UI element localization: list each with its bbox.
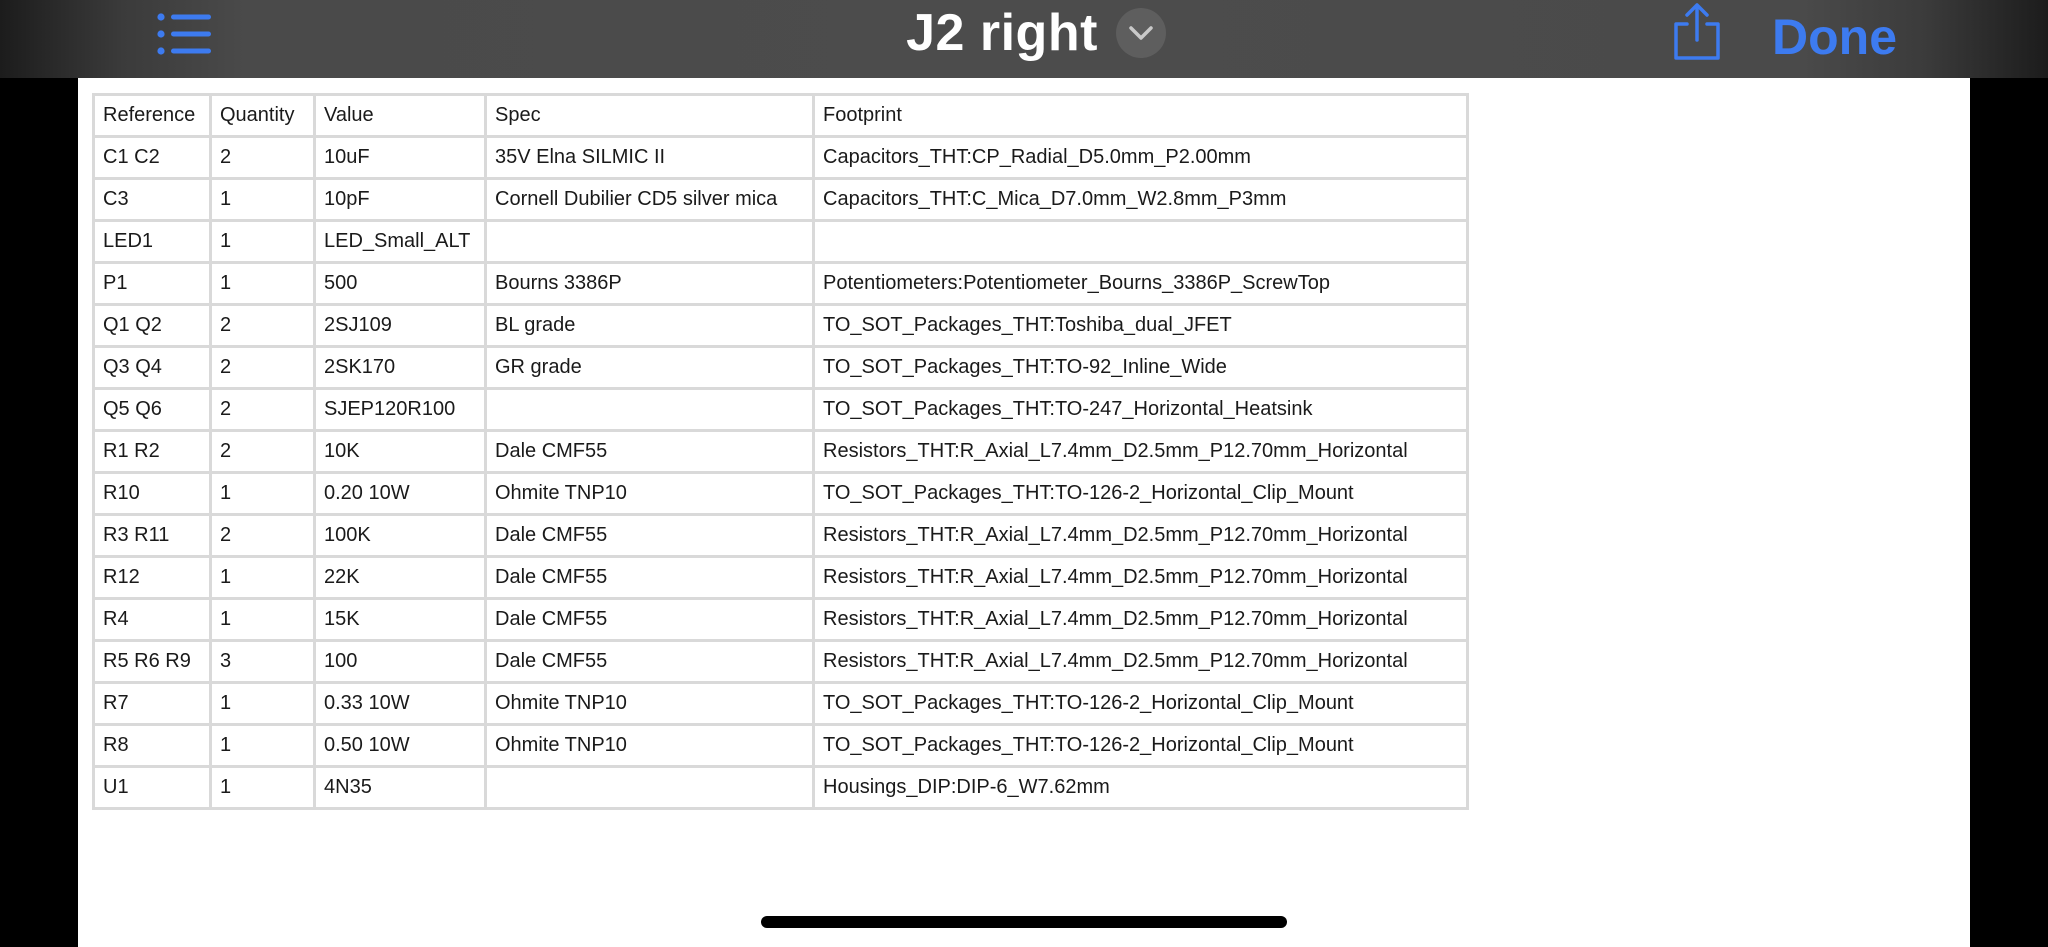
cell-reference: Q3 Q4 xyxy=(94,347,211,389)
cell-footprint: Potentiometers:Potentiometer_Bourns_3386P_ScrewTop xyxy=(814,263,1468,305)
cell-value: 22K xyxy=(315,557,486,599)
cell-quantity: 1 xyxy=(211,179,315,221)
table-row xyxy=(94,431,1468,473)
cell-footprint: Resistors_THT:R_Axial_L7.4mm_D2.5mm_P12.70mm_Horizontal xyxy=(814,599,1468,641)
cell-spec xyxy=(486,221,814,263)
bom-table xyxy=(92,93,1469,810)
column-header-footprint: Footprint xyxy=(814,95,1468,137)
home-indicator[interactable] xyxy=(761,916,1287,928)
toolbar xyxy=(0,0,2048,78)
table-row xyxy=(94,305,1468,347)
table-row xyxy=(94,767,1468,809)
cell-spec: Dale CMF55 xyxy=(486,431,814,473)
cell-quantity: 2 xyxy=(211,389,315,431)
cell-value: 2SJ109 xyxy=(315,305,486,347)
title-area xyxy=(0,0,2048,66)
bom-table-body xyxy=(94,95,1468,809)
cell-spec: Bourns 3386P xyxy=(486,263,814,305)
cell-spec: Dale CMF55 xyxy=(486,641,814,683)
cell-spec: Cornell Dubilier CD5 silver mica xyxy=(486,179,814,221)
share-icon[interactable] xyxy=(1672,2,1722,62)
column-header-value: Value xyxy=(315,95,486,137)
cell-footprint: Resistors_THT:R_Axial_L7.4mm_D2.5mm_P12.70mm_Horizontal xyxy=(814,431,1468,473)
table-row xyxy=(94,599,1468,641)
table-row xyxy=(94,641,1468,683)
cell-value: 0.33 10W xyxy=(315,683,486,725)
cell-quantity: 2 xyxy=(211,515,315,557)
table-row xyxy=(94,389,1468,431)
cell-spec xyxy=(486,767,814,809)
cell-footprint xyxy=(814,221,1468,263)
cell-quantity: 1 xyxy=(211,221,315,263)
cell-value: 15K xyxy=(315,599,486,641)
cell-footprint: TO_SOT_Packages_THT:TO-92_Inline_Wide xyxy=(814,347,1468,389)
cell-value: 0.20 10W xyxy=(315,473,486,515)
title-group[interactable] xyxy=(906,3,1166,63)
cell-reference: R8 xyxy=(94,725,211,767)
cell-quantity: 2 xyxy=(211,347,315,389)
cell-footprint: TO_SOT_Packages_THT:TO-126-2_Horizontal_Clip_Mount xyxy=(814,683,1468,725)
column-header-reference: Reference xyxy=(94,95,211,137)
cell-value: 100K xyxy=(315,515,486,557)
cell-quantity: 1 xyxy=(211,683,315,725)
cell-value: 10K xyxy=(315,431,486,473)
cell-value: LED_Small_ALT xyxy=(315,221,486,263)
cell-value: SJEP120R100 xyxy=(315,389,486,431)
cell-footprint: Capacitors_THT:CP_Radial_D5.0mm_P2.00mm xyxy=(814,137,1468,179)
table-row xyxy=(94,179,1468,221)
cell-spec: 35V Elna SILMIC II xyxy=(486,137,814,179)
cell-footprint: Resistors_THT:R_Axial_L7.4mm_D2.5mm_P12.70mm_Horizontal xyxy=(814,515,1468,557)
cell-value: 2SK170 xyxy=(315,347,486,389)
cell-footprint: Housings_DIP:DIP-6_W7.62mm xyxy=(814,767,1468,809)
cell-spec: Ohmite TNP10 xyxy=(486,473,814,515)
cell-reference: Q5 Q6 xyxy=(94,389,211,431)
cell-reference: R4 xyxy=(94,599,211,641)
cell-quantity: 2 xyxy=(211,137,315,179)
cell-value: 10pF xyxy=(315,179,486,221)
cell-spec: BL grade xyxy=(486,305,814,347)
cell-footprint: TO_SOT_Packages_THT:TO-247_Horizontal_Heatsink xyxy=(814,389,1468,431)
cell-footprint: TO_SOT_Packages_THT:TO-126-2_Horizontal_Clip_Mount xyxy=(814,725,1468,767)
table-row xyxy=(94,725,1468,767)
cell-reference: LED1 xyxy=(94,221,211,263)
cell-reference: R12 xyxy=(94,557,211,599)
cell-reference: U1 xyxy=(94,767,211,809)
column-header-spec: Spec xyxy=(486,95,814,137)
cell-spec: Dale CMF55 xyxy=(486,557,814,599)
cell-quantity: 1 xyxy=(211,599,315,641)
cell-reference: R10 xyxy=(94,473,211,515)
cell-spec: GR grade xyxy=(486,347,814,389)
document-title[interactable]: J2 right xyxy=(906,4,1098,62)
table-row xyxy=(94,473,1468,515)
cell-quantity: 1 xyxy=(211,263,315,305)
cell-quantity: 1 xyxy=(211,725,315,767)
table-row xyxy=(94,515,1468,557)
cell-footprint: TO_SOT_Packages_THT:Toshiba_dual_JFET xyxy=(814,305,1468,347)
cell-reference: R3 R11 xyxy=(94,515,211,557)
cell-spec: Dale CMF55 xyxy=(486,515,814,557)
cell-reference: C1 C2 xyxy=(94,137,211,179)
cell-quantity: 1 xyxy=(211,557,315,599)
cell-spec: Dale CMF55 xyxy=(486,599,814,641)
cell-quantity: 3 xyxy=(211,641,315,683)
cell-spec: Ohmite TNP10 xyxy=(486,683,814,725)
table-row xyxy=(94,221,1468,263)
table-header-row xyxy=(94,95,1468,137)
table-row xyxy=(94,683,1468,725)
cell-quantity: 1 xyxy=(211,767,315,809)
cell-value: 0.50 10W xyxy=(315,725,486,767)
cell-reference: R5 R6 R9 xyxy=(94,641,211,683)
cell-footprint: Resistors_THT:R_Axial_L7.4mm_D2.5mm_P12.70mm_Horizontal xyxy=(814,641,1468,683)
cell-value: 10uF xyxy=(315,137,486,179)
cell-reference: R7 xyxy=(94,683,211,725)
table-row xyxy=(94,263,1468,305)
cell-quantity: 2 xyxy=(211,305,315,347)
cell-spec xyxy=(486,389,814,431)
cell-quantity: 2 xyxy=(211,431,315,473)
cell-spec: Ohmite TNP10 xyxy=(486,725,814,767)
cell-reference: Q1 Q2 xyxy=(94,305,211,347)
cell-footprint: TO_SOT_Packages_THT:TO-126-2_Horizontal_Clip_Mount xyxy=(814,473,1468,515)
table-row xyxy=(94,347,1468,389)
cell-footprint: Resistors_THT:R_Axial_L7.4mm_D2.5mm_P12.70mm_Horizontal xyxy=(814,557,1468,599)
cell-reference: P1 xyxy=(94,263,211,305)
cell-reference: R1 R2 xyxy=(94,431,211,473)
list-icon[interactable] xyxy=(156,12,214,56)
done-button[interactable]: Done xyxy=(1772,9,1897,65)
cell-footprint: Capacitors_THT:C_Mica_D7.0mm_W2.8mm_P3mm xyxy=(814,179,1468,221)
table-row xyxy=(94,137,1468,179)
table-row xyxy=(94,557,1468,599)
cell-value: 100 xyxy=(315,641,486,683)
cell-value: 500 xyxy=(315,263,486,305)
chevron-down-icon[interactable] xyxy=(1116,8,1166,58)
cell-value: 4N35 xyxy=(315,767,486,809)
cell-reference: C3 xyxy=(94,179,211,221)
column-header-quantity: Quantity xyxy=(211,95,315,137)
document-page xyxy=(78,78,1970,947)
cell-quantity: 1 xyxy=(211,473,315,515)
